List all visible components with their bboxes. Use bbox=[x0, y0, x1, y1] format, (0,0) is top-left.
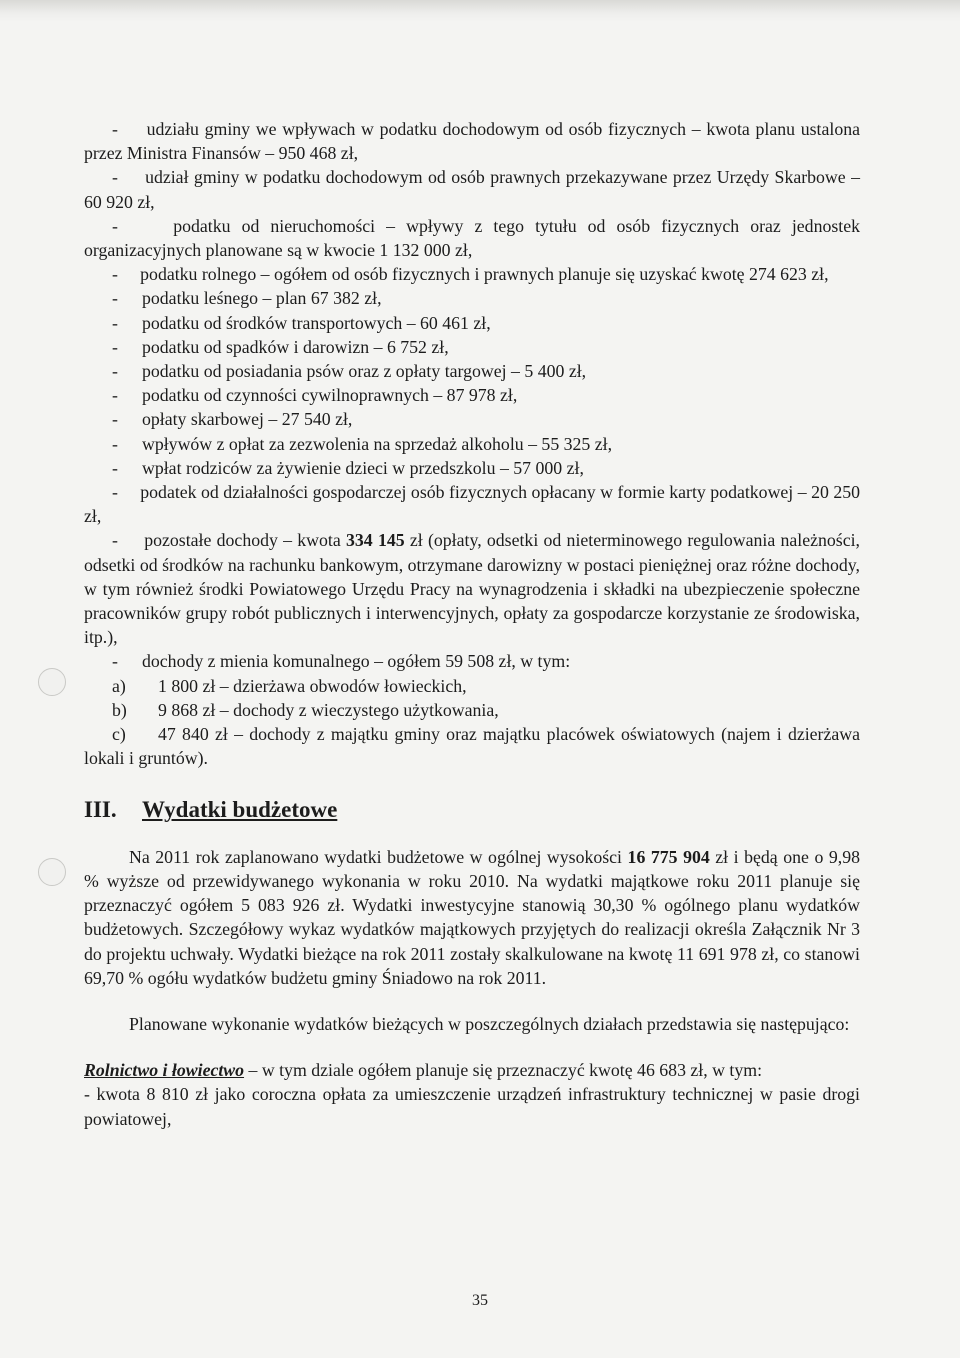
income-list-item: - wpływów z opłat za zezwolenia na sprzedaż alkoholu – 55 325 zł, bbox=[84, 432, 860, 456]
income-list-item: - udział gminy w podatku dochodowym od osób prawnych przekazywane przez Urzędy Skarbowe – 60 920 zł, bbox=[84, 167, 860, 212]
income-list-item: - wpłat rodziców za żywienie dzieci w przedszkolu – 57 000 zł, bbox=[84, 456, 860, 480]
expenditure-paragraph bbox=[84, 845, 860, 990]
property-income-text: dochody z mienia komunalnego – ogółem 59 508 zł, w tym: bbox=[142, 651, 571, 672]
other-income-post: zł (opłaty, odsetki od nieterminowego regulowania należności, odsetki od środków na rachunku bankowym, otrzymane darowizny w postaci pieniężnej oraz różne dochody, w tym również środki Powiatowego Urzędu Pracy na wynagrodzenia i składki na ubezpieczenie społeczne pracowników grupy robót publicznych i interwencyjnych, opłaty za gospodarcze korzystanie ze środowiska, itp.), bbox=[84, 530, 860, 648]
income-list-item: - podatek od działalności gospodarczej osób fizycznych opłacany w formie karty podatkowej – 20 250 zł, bbox=[84, 482, 860, 527]
page-number: 35 bbox=[472, 1292, 488, 1309]
punch-hole bbox=[38, 858, 66, 886]
income-list-item: - podatku leśnego – plan 67 382 zł, bbox=[84, 286, 860, 310]
income-item-text: podatku od czynności cywilnoprawnych – 87 978 zł, bbox=[142, 385, 518, 406]
income-item-text: podatek od działalności gospodarczej osób fizycznych opłacany w formie karty podatkowej – 20 250 zł, bbox=[84, 482, 860, 527]
property-sub-item bbox=[84, 722, 860, 770]
property-sub-item bbox=[84, 698, 860, 722]
income-list-item: - podatku od nieruchomości – wpływy z tego tytułu od osób fizycznych oraz jednostek organizacyjnych planowane są w kwocie 1 132 000 zł, bbox=[84, 215, 860, 261]
income-list-item: - udziału gminy we wpływach w podatku dochodowym od osób fizycznych – kwota planu ustalona przez Ministra Finansów – 950 468 zł, bbox=[84, 119, 860, 164]
body-text bbox=[84, 117, 860, 1131]
income-item-text: podatku od środków transportowych – 60 461 zł, bbox=[142, 312, 491, 333]
agriculture-section bbox=[84, 1058, 860, 1082]
sub-item-text: 1 800 zł – dzierżawa obwodów łowieckich, bbox=[158, 675, 467, 696]
heading-title: Wydatki budżetowe bbox=[142, 797, 338, 823]
current-expenditure-paragraph: Planowane wykonanie wydatków bieżących w poszczególnych działach przedstawia się następująco: bbox=[129, 1013, 850, 1034]
income-list-item: - podatku od czynności cywilnoprawnych – 87 978 zł, bbox=[84, 383, 860, 407]
sub-item-label: b) bbox=[112, 699, 127, 720]
income-list bbox=[84, 117, 860, 528]
property-income-item: - dochody z mienia komunalnego – ogółem 59 508 zł, w tym: bbox=[84, 649, 860, 673]
agriculture-text: – w tym dziale ogółem planuje się przeznaczyć kwotę 46 683 zł, w tym: bbox=[244, 1060, 763, 1081]
sub-item-text: 9 868 zł – dochody z wieczystego użytkowania, bbox=[158, 699, 499, 720]
property-sublist bbox=[84, 674, 860, 771]
income-item-text: podatku od posiadania psów oraz z opłaty targowej – 5 400 zł, bbox=[142, 361, 587, 382]
para1-amount: 16 775 904 bbox=[627, 846, 710, 867]
income-item-text: udziału gminy we wpływach w podatku dochodowym od osób fizycznych – kwota planu ustalona przez Ministra Finansów – 950 468 zł, bbox=[84, 119, 860, 164]
other-income-amount: 334 145 bbox=[346, 530, 405, 551]
other-income-pre: pozostałe dochody – kwota bbox=[144, 530, 347, 551]
income-item-text: podatku leśnego – plan 67 382 zł, bbox=[142, 288, 382, 309]
para1-post: zł i będą one o 9,98 % wyższe od przewidywanego wykonania w roku 2010. Na wydatki majątkowe roku 2011 planuje się przeznaczyć ogółem 5 083 926 zł. Wydatki inwestycyjne stanowią 30,30 % ogólnego planu wydatków budżetowych. Szczegółowy wykaz wydatków majątkowych przyjętych do realizacji określa Załącznik Nr 3 do projektu uchwały. Wydatki bieżące na rok 2011 zostały skalkulowane na kwotę 11 691 978 zł, co stanowi 69,70 % ogółu wydatków budżetu gminy Śniadowo na rok 2011. bbox=[84, 846, 860, 988]
property-sub-item bbox=[84, 674, 860, 698]
sub-item-text: 47 840 zł – dochody z majątku gminy oraz majątku placówek oświatowych (najem i dzierżawa lokali i gruntów). bbox=[84, 724, 860, 769]
heading-number: III. bbox=[84, 797, 117, 823]
income-item-text: wpłat rodziców za żywienie dzieci w przedszkolu – 57 000 zł, bbox=[142, 457, 584, 478]
agriculture-item: - kwota 8 810 zł jako coroczna opłata za umieszczenie urządzeń infrastruktury technicznej w pasie drogi powiatowej, bbox=[84, 1084, 860, 1129]
income-item-text: opłaty skarbowej – 27 540 zł, bbox=[142, 409, 353, 430]
income-item-text: podatku rolnego – ogółem od osób fizycznych i prawnych planuje się uzyskać kwotę 274 623 zł, bbox=[140, 264, 829, 285]
income-item-text: podatku od spadków i darowizn – 6 752 zł, bbox=[142, 336, 449, 357]
scan-edge bbox=[0, 0, 960, 22]
income-list-item: - podatku od spadków i darowizn – 6 752 zł, bbox=[84, 335, 860, 359]
sub-item-label: c) bbox=[112, 724, 126, 745]
income-list-item: - podatku od posiadania psów oraz z opłaty targowej – 5 400 zł, bbox=[84, 359, 860, 383]
income-item-text: podatku od nieruchomości – wpływy z tego tytułu od osób fizycznych oraz jednostek organizacyjnych planowane są w kwocie 1 132 000 zł, bbox=[84, 215, 860, 261]
agriculture-title: Rolnictwo i łowiectwo bbox=[84, 1060, 245, 1081]
income-item-text: udział gminy w podatku dochodowym od osób prawnych przekazywane przez Urzędy Skarbowe – 60 920 zł, bbox=[84, 167, 860, 212]
income-list-item: - opłaty skarbowej – 27 540 zł, bbox=[84, 407, 860, 431]
income-list-item: - podatku rolnego – ogółem od osób fizycznych i prawnych planuje się uzyskać kwotę 274 623 zł, bbox=[112, 264, 829, 285]
section-heading bbox=[84, 798, 860, 822]
punch-hole bbox=[38, 668, 66, 696]
sub-item-label: a) bbox=[112, 675, 126, 696]
para1-pre: Na 2011 rok zaplanowano wydatki budżetowe w ogólnej wysokości bbox=[129, 846, 628, 867]
income-item-text: wpływów z opłat za zezwolenia na sprzedaż alkoholu – 55 325 zł, bbox=[142, 433, 613, 454]
income-list-item: - podatku od środków transportowych – 60 461 zł, bbox=[84, 311, 860, 335]
other-income-item: - pozostałe dochody – kwota 334 145 zł (opłaty, odsetki od nieterminowego regulowania należności, odsetki od środków na rachunku bankowym, otrzymane darowizny w postaci pieniężnej oraz różne dochody, w tym również środki Powiatowego Urzędu Pracy na wynagrodzenia i składki na ubezpieczenie społeczne pracowników grupy robót publicznych i interwencyjnych, opłaty za gospodarcze korzystanie ze środowiska, itp.), bbox=[84, 530, 860, 648]
